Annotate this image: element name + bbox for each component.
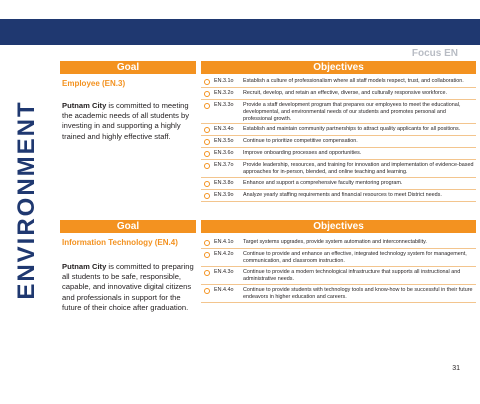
objective-text: Provide a staff development program that prepares our employees to meet the educational, developmental, and environmental needs of our students and promotes personal and professional growth. [243, 102, 461, 122]
objective-code: EN.3.8o [214, 180, 234, 186]
bullet-icon [204, 139, 210, 145]
objective-code: EN.3.1o [214, 78, 234, 84]
bullet-icon [204, 163, 210, 169]
goal-description [62, 101, 200, 142]
objective-text: Provide leadership, resources, and training for innovation and implementation of evidence-based approaches for in-person, blended, and online teaching and learning. [243, 162, 474, 175]
top-white-strip [0, 0, 480, 19]
objective-text: Target systems upgrades, provide system automation and interconnectability. [243, 239, 427, 245]
bullet-icon [204, 288, 210, 294]
objective-row [201, 89, 476, 100]
goal-text: is committed to preparing all students to be safe, responsible, capable, and innovative digital citizens and professionals in support for the future of their choice after graduation. [62, 262, 194, 312]
objective-code: EN.4.1o [214, 239, 234, 245]
bullet-icon [204, 193, 210, 199]
bullet-icon [204, 240, 210, 246]
bullet-icon [204, 270, 210, 276]
goal-lead: Putnam City [62, 262, 107, 271]
goal-code: Information Technology (EN.4) [62, 238, 178, 247]
bullet-icon [204, 127, 210, 133]
objective-text: Improve onboarding processes and opportunities. [243, 150, 362, 156]
objective-row [201, 149, 476, 160]
objective-row [201, 238, 476, 249]
objective-code: EN.3.4o [214, 126, 234, 132]
objective-code: EN.3.3o [214, 102, 234, 108]
objective-row [201, 137, 476, 148]
objective-text: Continue to provide and enhance an effective, integrated technology system for management, communication, and classroom instruction. [243, 251, 467, 264]
objective-code: EN.3.6o [214, 150, 234, 156]
objective-row [201, 286, 476, 303]
objective-row [201, 101, 476, 124]
page-number: 31 [452, 365, 460, 372]
objective-text: Continue to prioritize competitive compensation. [243, 138, 358, 144]
bullet-icon [204, 103, 210, 109]
goal-description [62, 262, 200, 313]
objective-text: Continue to provide students with technology tools and know-how to be successful in their future endeavors in higher education and careers. [243, 287, 473, 300]
objective-code: EN.4.3o [214, 269, 234, 275]
objective-row [201, 179, 476, 190]
bullet-icon [204, 79, 210, 85]
goal-header: Goal [60, 220, 196, 233]
objective-text: Continue to provide a modern technological infrastructure that supports all instructional and administrative needs. [243, 269, 461, 282]
objectives-header: Objectives [201, 220, 476, 233]
objective-code: EN.4.4o [214, 287, 234, 293]
objective-row [201, 77, 476, 88]
vertical-title-text: ENVIRONMENT [13, 100, 40, 300]
goal-lead: Putnam City [62, 101, 107, 110]
vertical-section-title [11, 82, 41, 322]
objective-text: Establish a culture of professionalism where all staff models respect, trust, and collaboration. [243, 78, 464, 84]
objective-code: EN.3.9o [214, 192, 234, 198]
bullet-icon [204, 151, 210, 157]
objective-row [201, 161, 476, 178]
bullet-icon [204, 252, 210, 258]
objectives-header: Objectives [201, 61, 476, 74]
objective-code: EN.3.7o [214, 162, 234, 168]
objective-row [201, 191, 476, 202]
bullet-icon [204, 91, 210, 97]
objective-text: Establish and maintain community partnerships to attract quality applicants for all positions. [243, 126, 461, 132]
objective-code: EN.3.5o [214, 138, 234, 144]
objective-row [201, 268, 476, 285]
objective-text: Recruit, develop, and retain an effective, diverse, and culturally responsive workforce. [243, 90, 447, 96]
goal-code: Employee (EN.3) [62, 79, 126, 88]
header-band [0, 19, 480, 45]
objective-row [201, 250, 476, 267]
objective-text: Analyze yearly staffing requirements and financial resources to meet District needs. [243, 192, 442, 198]
goal-text: is committed to meeting the academic needs of all students by investing in and supporting a highly trained and highly effective staff. [62, 101, 190, 141]
objective-code: EN.3.2o [214, 90, 234, 96]
objective-row [201, 125, 476, 136]
section-employee [60, 61, 476, 201]
section-information-technology [60, 220, 476, 320]
objective-text: Enhance and support a comprehensive faculty mentoring program. [243, 180, 403, 186]
objective-code: EN.4.2o [214, 251, 234, 257]
goal-header: Goal [60, 61, 196, 74]
focus-label: Focus EN [411, 48, 458, 59]
bullet-icon [204, 181, 210, 187]
